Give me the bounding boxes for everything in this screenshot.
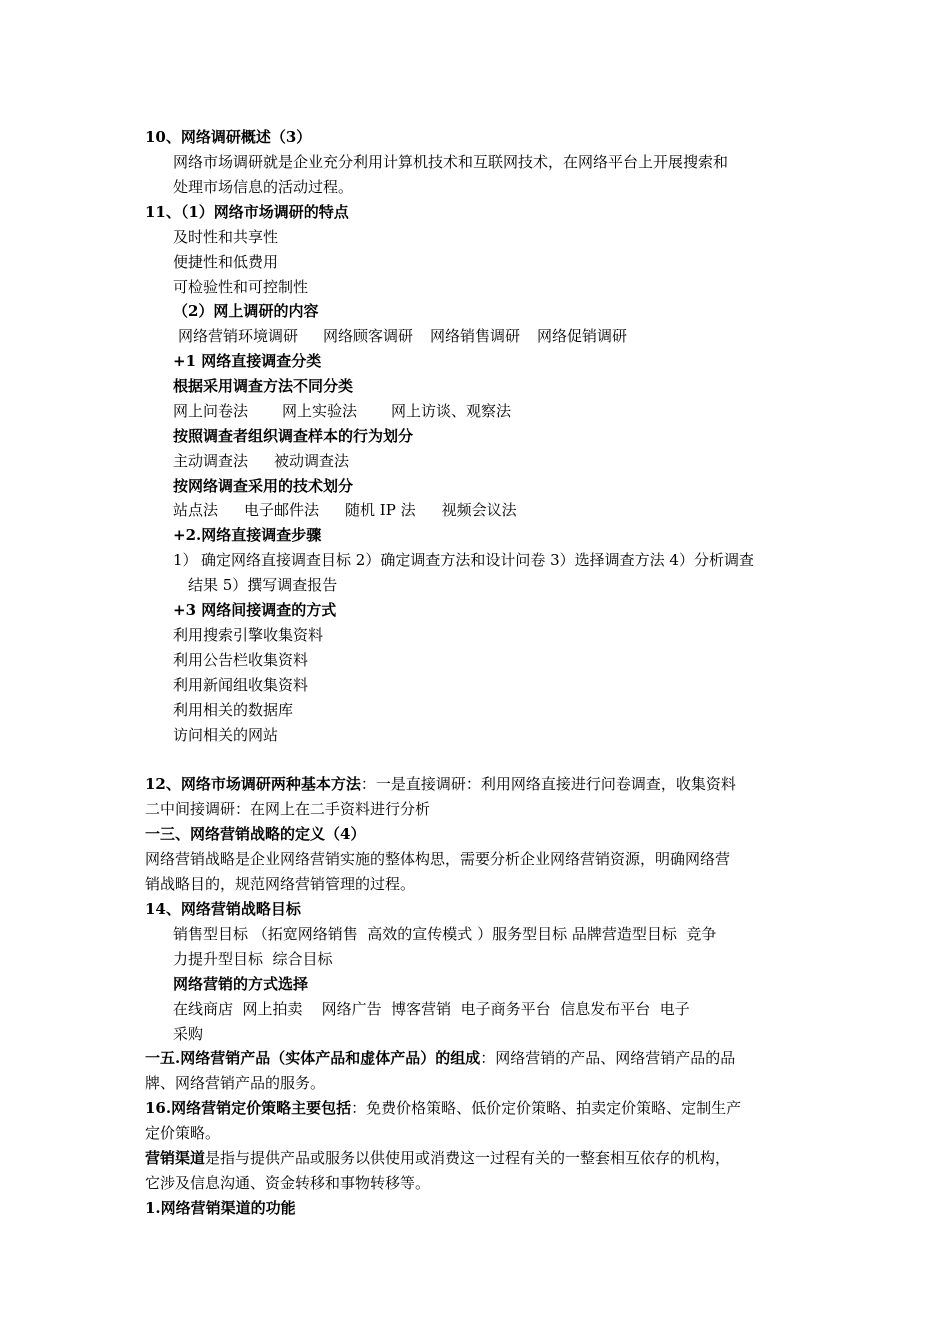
section-10-text: 网络市场调研就是企业充分利用计算机技术和互联网技术，在网络平台上开展搜索和: [173, 153, 729, 171]
method-list: [173, 451, 349, 471]
way-item: 利用公告栏收集资料: [173, 651, 309, 669]
method-item: 电子邮件法: [244, 501, 320, 519]
section-11-title: 11、（1）网络市场调研的特点: [145, 203, 349, 221]
channel-function-title: 1.网络营销渠道的功能: [145, 1199, 296, 1217]
subheading: （2）网上调研的内容: [173, 302, 319, 320]
subheading: +3 网络间接调查的方式: [173, 601, 337, 619]
section-14-text: 在线商店 网上拍卖 网络广告 博客营销 电子商务平台 信息发布平台 电子: [173, 1000, 690, 1018]
step-text: 确定网络直接调查目标 2）确定调查方法和设计问卷 3）选择调查方法 4）分析调查: [201, 551, 754, 569]
method-item: 网上实验法: [282, 402, 358, 420]
subheading: +1 网络直接调查分类: [173, 352, 322, 370]
method-item: 站点法: [173, 501, 219, 519]
way-item: 利用新闻组收集资料: [173, 676, 309, 694]
way-item: 利用相关的数据库: [173, 701, 294, 719]
content-item: 网络销售调研: [430, 327, 521, 345]
feature-item: 及时性和共享性: [173, 228, 279, 246]
content-item: 网络营销环境调研: [178, 327, 299, 345]
method-list: [173, 500, 517, 520]
section-10-text: 处理市场信息的活动过程。: [173, 178, 354, 196]
section-14-text: 销售型目标 （拓宽网络销售 高效的宣传模式 ）服务型目标 品牌营造型目标 竞争: [173, 925, 717, 943]
way-item: 利用搜索引擎收集资料: [173, 626, 324, 644]
channel-definition: 营销渠道是指与提供产品或服务以供使用或消费这一过程有关的一整套相互依存的机构，: [145, 1149, 731, 1167]
subheading: 根据采用调查方法不同分类: [173, 377, 354, 395]
method-item: 随机 IP 法: [345, 501, 416, 519]
way-item: 访问相关的网站: [173, 726, 279, 744]
channel-text: 它涉及信息沟通、资金转移和事物转移等。: [145, 1174, 431, 1192]
section-14-text: 采购: [173, 1025, 204, 1043]
subheading: 按照调查者组织调查样本的行为划分: [173, 427, 414, 445]
feature-item: 可检验性和可控制性: [173, 278, 309, 296]
section-10-title: 10、网络调研概述（3）: [145, 128, 312, 146]
section-16: 16.网络营销定价策略主要包括：免费价格策略、低价定价策略、拍卖定价策略、定制生产: [145, 1099, 742, 1117]
content-item: 网络顾客调研: [323, 327, 414, 345]
step-text: 结果 5）撰写调查报告: [188, 576, 338, 594]
content-list: [178, 326, 627, 346]
subheading: 网络营销的方式选择: [173, 975, 309, 993]
method-item: 被动调查法: [274, 452, 350, 470]
section-16-text: 定价策略。: [145, 1124, 221, 1142]
section-12: 12、网络市场调研两种基本方法：一是直接调研：利用网络直接进行问卷调查，收集资料: [145, 775, 736, 793]
section-15: 一五.网络营销产品（实体产品和虚体产品）的组成：网络营销的产品、网络营销产品的品: [145, 1049, 736, 1067]
method-item: 视频会议法: [441, 501, 517, 519]
method-item: 主动调查法: [173, 452, 249, 470]
section-13-text: 网络营销战略是企业网络营销实施的整体构思，需要分析企业网络营销资源，明确网络营: [145, 850, 731, 868]
section-12-text: 二中间接调研：在网上在二手资料进行分析: [145, 800, 431, 818]
step-number: 1）: [173, 551, 198, 569]
content-item: 网络促销调研: [537, 327, 628, 345]
feature-item: 便捷性和低费用: [173, 253, 279, 271]
section-14-text: 力提升型目标 综合目标: [173, 950, 333, 968]
subheading: +2.网络直接调查步骤: [173, 526, 322, 544]
section-13-title: 一三、网络营销战略的定义（4）: [145, 825, 366, 843]
section-15-text: 牌、网络营销产品的服务。: [145, 1074, 326, 1092]
method-item: 网上问卷法: [173, 402, 249, 420]
section-14-title: 14、网络营销战略目标: [145, 900, 301, 918]
subheading: 按网络调查采用的技术划分: [173, 477, 354, 495]
method-list: [173, 401, 511, 421]
method-item: 网上访谈、观察法: [391, 402, 512, 420]
section-13-text: 销战略目的，规范网络营销管理的过程。: [145, 875, 416, 893]
